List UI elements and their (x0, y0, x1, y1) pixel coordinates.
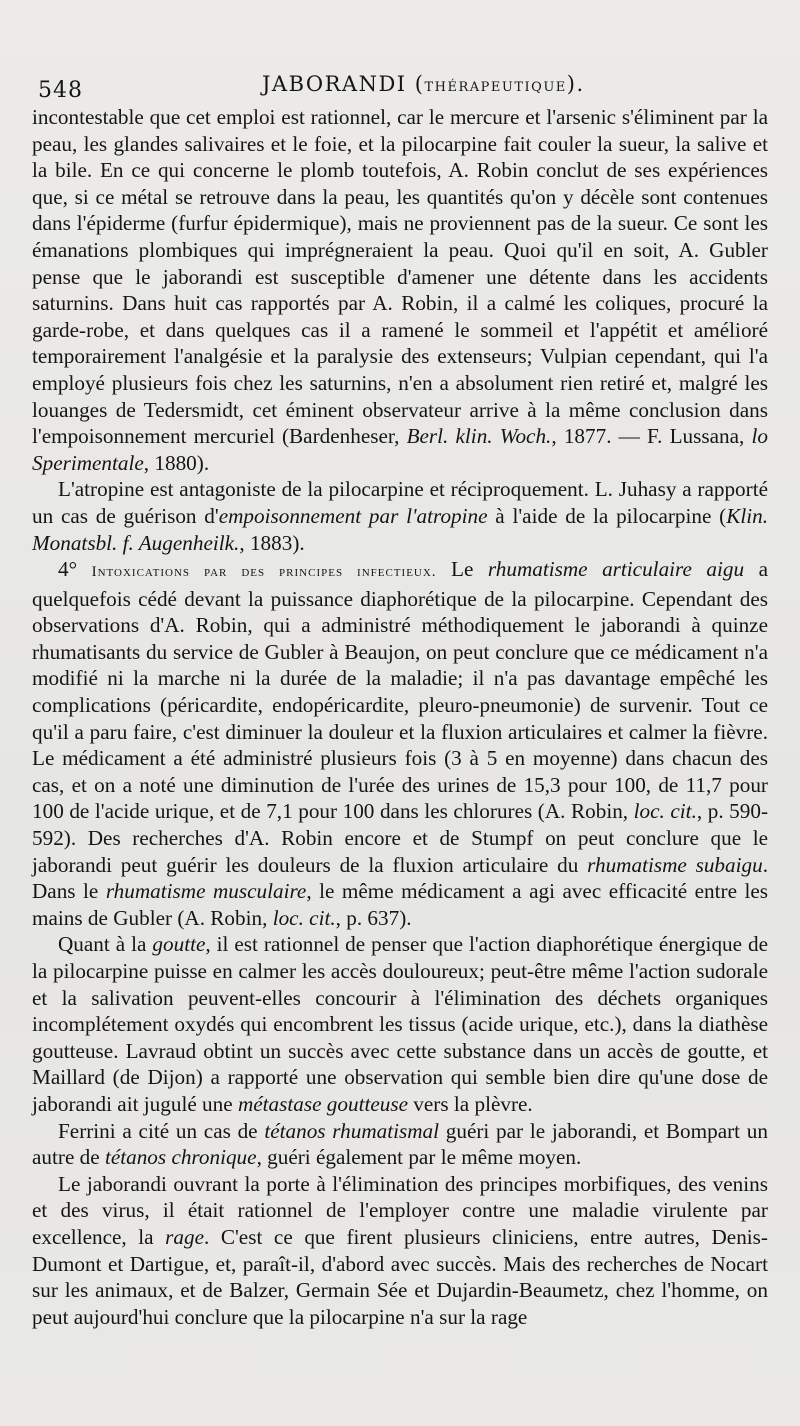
paragraph-5 (32, 1118, 768, 1171)
text-run: , le même médicament a agi avec efficacité entre les mains de Gubler (A. Robin, (32, 879, 768, 930)
text-run: Le jaborandi ouvrant la porte à l'élimination des principes morbifiques, des venins et des virus, il était rationnel de l'employer contre une maladie virulente par excellence, la (32, 1171, 768, 1249)
citation-italic: Klin. Monatsbl. f. Augenheilk. (32, 503, 769, 555)
running-head-main: JABORANDI ( (262, 72, 425, 96)
text-run: Quant à la (58, 932, 153, 957)
emphasis-italic: rhumatisme subaigu (587, 852, 763, 877)
text-run: incontestable que cet emploi est rationnel, car le mercure et l'arsenic s'éliminent par la peau, les glandes salivaires et le foie, et la pilocarpine fait couler la sueur, la salive et la bile. En ce qui concerne le plomb toutefois, A. Robin conclut de ses expériences que, si ce métal se retrouve dans la peau, les quantités qu'on y décèle sont contenues dans l'épiderme (furfur épidermique), mais ne proviennent pas de la sueur. Ce sont les émanations plombiques qui imprégneraient la peau. Quoi qu'il en soit, A. Gubler pense que le jaborandi est susceptible d'amener une détente dans les accidents saturnins. Dans huit cas rapportés par A. Robin, il a calmé les coliques, procuré la garde-robe, et dans quelques cas il a ramené le sommeil et l'appétit et amélioré temporairement l'analgésie et la paralysie des extenseurs; Vulpian cependant, qui l'a employé plusieurs fois chez les saturnins, n'en a absolument rien retiré et, malgré les louanges de Tedersmidt, cet éminent observateur arrive à la même conclusion dans l'empoisonnement mercuriel (Bardenheser, (32, 105, 768, 449)
paragraph-6 (32, 1171, 768, 1331)
paragraph-2 (32, 476, 768, 556)
paragraph-1 (32, 104, 768, 476)
emphasis-italic: empoisonnement par l'atropine (218, 503, 488, 528)
citation-italic: Berl. klin. Woch. (406, 424, 552, 449)
paragraph-3 (32, 556, 768, 931)
section-heading: Intoxications par des principes infectieux. (91, 564, 437, 581)
page-number: 548 (38, 78, 83, 103)
text-run: . Dans le (32, 852, 768, 904)
running-head-subtitle: THÉRAPEUTIQUE (424, 80, 567, 95)
text-run: , il est rationnel de penser que l'action diaphorétique énergique de la pilocarpine puisse en calmer les accès douloureux; peut-être même l'action sudorale et la salivation peuvent-elles concourir à l'élimination des déchets organiques incomplétement oxydés qui encombrent les tissus (acide urique, etc.), dans la diathèse goutteuse. Lavraud obtint un succès avec cette substance dans un accès de goutte, et Maillard (de Dijon) a rapporté une observation qui semble bien dire qu'une dose de jaborandi ait jugulé une (32, 932, 769, 1116)
text-run: L'atropine est antagoniste de la pilocarpine et réciproquement. L. Juhasy a rapporté un cas de guérison d' (32, 477, 768, 528)
text-run: , guéri également par le même moyen. (256, 1145, 582, 1170)
paragraph-4 (32, 931, 768, 1117)
emphasis-italic: rage (165, 1224, 204, 1249)
emphasis-italic: métastase goutteuse (237, 1091, 408, 1116)
text-run: , 1883). (239, 530, 305, 555)
citation-italic: loc. cit. (633, 799, 697, 824)
citation-italic: loc. cit. (272, 905, 336, 930)
text-run: , p. 637). (335, 905, 412, 930)
citation-italic: lo Sperimentale (32, 424, 768, 475)
section-number: 4° (58, 557, 92, 582)
text-run: , p. 590-592). Des recherches d'A. Robin encore et de Stumpf on peut conclure que le jaborandi peut guérir les douleurs de la fluxion articulaire du (32, 799, 769, 877)
running-head-close: ). (566, 72, 585, 96)
text-run: , 1880). (143, 450, 210, 475)
text-run: Le (436, 557, 488, 582)
text-run: guéri par le jaborandi, et Bompart un autre de (32, 1118, 768, 1170)
page-header (32, 70, 768, 104)
text-run: Ferrini a cité un cas de (58, 1118, 265, 1143)
text-run: a quelquefois cédé devant la puissance diaphorétique de la pilocarpine. Cependant des observations d'A. Robin, qui a administré méthodiquement le jaborandi à quinze rhumatisants du service de Gubler à Beaujon, on peut conclure que ce médicament n'a modifié ni la marche ni la durée de la maladie; il n'a pas davantage empêché les complications (péricardite, endopéricardite, pleuro-pneumonie) de survenir. Tout ce qu'il a paru faire, c'est diminuer la douleur et la fluxion articulaires et calmer la fièvre. Le médicament a été administré plusieurs fois (3 à 5 en moyenne) dans chacun des cas, et on a noté une diminution de l'urée des urines de 15,3 pour 100, de 11,7 pour 100 de l'acide urique, et de 7,1 pour 100 dans les chlorures (A. Robin, (32, 557, 768, 824)
emphasis-italic: rhumatisme musculaire (105, 879, 307, 904)
emphasis-italic: goutte (152, 932, 206, 957)
text-run: , 1877. — F. Lussana, (551, 424, 752, 449)
emphasis-italic: tétanos chronique (104, 1145, 257, 1170)
text-run: vers la plèvre. (408, 1091, 533, 1116)
emphasis-italic: rhumatisme articulaire aigu (487, 557, 745, 582)
body-text (32, 104, 768, 1330)
running-head (262, 72, 585, 96)
text-run: . C'est ce que firent plusieurs cliniciens, entre autres, Denis-Dumont et Dartigue, et, paraît-il, d'abord avec succès. Mais des recherches de Nocart sur les animaux, et de Balzer, Germain Sée et Dujardin-Beaumetz, chez l'homme, on peut aujourd'hui conclure que la pilocarpine n'a sur la rage (32, 1224, 768, 1329)
emphasis-italic: tétanos rhumatismal (264, 1118, 440, 1143)
text-run: à l'aide de la pilocarpine ( (487, 503, 727, 528)
